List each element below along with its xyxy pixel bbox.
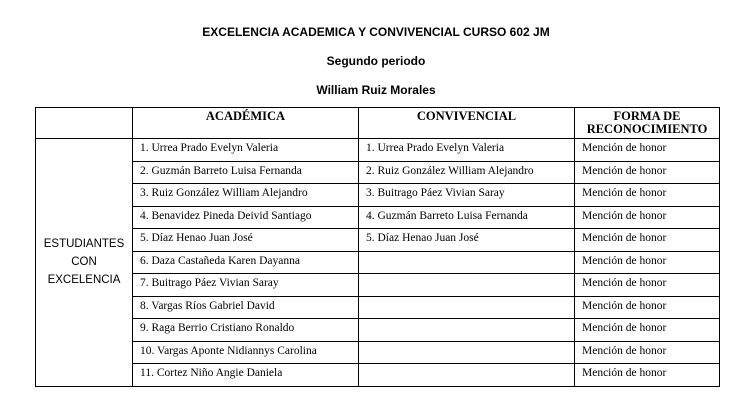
convivencial-cell: 4. Guzmán Barreto Luisa Fernanda [359,206,575,229]
academica-cell: 10. Vargas Aponte Nidiannys Carolina [133,341,359,364]
header-corner-cell [36,108,133,139]
table-row [36,139,720,162]
table-row [36,341,720,364]
row-group-label [36,139,133,387]
convivencial-cell [359,251,575,274]
academica-cell: 9. Raga Berrio Cristiano Ronaldo [133,319,359,342]
reconocimiento-cell: Mención de honor [575,139,720,162]
reconocimiento-cell: Mención de honor [575,319,720,342]
table-row [36,296,720,319]
convivencial-cell [359,319,575,342]
reconocimiento-cell: Mención de honor [575,161,720,184]
convivencial-cell: 2. Ruiz González William Alejandro [359,161,575,184]
table-row [36,161,720,184]
convivencial-cell: 3. Buitrago Páez Vivian Saray [359,184,575,207]
convivencial-cell: 5. Díaz Henao Juan José [359,229,575,252]
table-row [36,274,720,297]
convivencial-cell [359,364,575,387]
row-group-label-line: EXCELENCIA [47,274,121,287]
table-row [36,251,720,274]
row-group-label-line: ESTUDIANTES [43,238,125,251]
table-row [36,319,720,342]
reconocimiento-cell: Mención de honor [575,184,720,207]
period-label: Segundo periodo [326,54,426,68]
table-row [36,184,720,207]
document-title: EXCELENCIA ACADEMICA Y CONVIVENCIAL CURSO 602 JM [202,25,550,39]
reconocimiento-cell: Mención de honor [575,274,720,297]
excellence-table [35,107,720,387]
reconocimiento-cell: Mención de honor [575,296,720,319]
table-header-row [36,108,720,139]
teacher-name: William Ruiz Morales [316,83,436,97]
column-header-academica: ACADÉMICA [133,108,359,139]
convivencial-cell [359,341,575,364]
reconocimiento-cell: Mención de honor [575,341,720,364]
row-group-label-line: CON [71,256,97,269]
convivencial-cell: 1. Urrea Prado Evelyn Valeria [359,139,575,162]
academica-cell: 5. Díaz Henao Juan José [133,229,359,252]
reconocimiento-cell: Mención de honor [575,229,720,252]
reconocimiento-cell: Mención de honor [575,251,720,274]
academica-cell: 11. Cortez Niño Angie Daniela [133,364,359,387]
table-row [36,364,720,387]
table-row [36,229,720,252]
academica-cell: 4. Benavidez Pineda Deivid Santiago [133,206,359,229]
academica-cell: 6. Daza Castañeda Karen Dayanna [133,251,359,274]
convivencial-cell [359,274,575,297]
academica-cell: 1. Urrea Prado Evelyn Valeria [133,139,359,162]
academica-cell: 3. Ruiz González William Alejandro [133,184,359,207]
academica-cell: 2. Guzmán Barreto Luisa Fernanda [133,161,359,184]
table-row [36,206,720,229]
academica-cell: 7. Buitrago Páez Vivian Saray [133,274,359,297]
academica-cell: 8. Vargas Ríos Gabriel David [133,296,359,319]
reconocimiento-cell: Mención de honor [575,364,720,387]
reconocimiento-cell: Mención de honor [575,206,720,229]
convivencial-cell [359,296,575,319]
column-header-convivencial: CONVIVENCIAL [359,108,575,139]
column-header-reconocimiento: FORMA DE RECONOCIMIENTO [575,108,720,139]
